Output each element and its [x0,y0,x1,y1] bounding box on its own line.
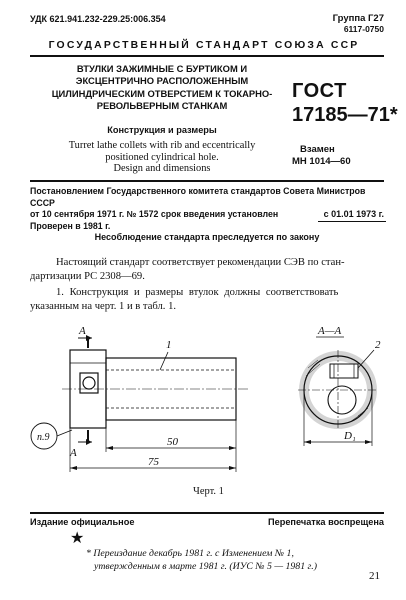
gost-label: ГОСТ [292,80,347,102]
decree-line: Постановлением Государственного комитета стандартов Совета Министров СССР [30,186,366,208]
group-label: Группа Г27 [332,13,384,24]
decree-line: от 10 сентября 1971 г. № 1572 срок введения установлен [30,209,279,219]
dimension-d1-label: D₁ [344,430,356,442]
section-view [298,350,378,430]
title-en-line: positioned cylindrical hole. [105,151,219,163]
title-rule [30,180,384,182]
gost-number: 17185—71* [292,104,398,126]
classification-code: 6117-0750 [343,24,384,34]
standard-heading: ГОСУДАРСТВЕННЫЙ СТАНДАРТ СОЮЗА ССР [48,40,360,51]
section-mark-bottom [78,430,92,445]
official-edition: Издание официальное [30,517,135,527]
date-underline [318,221,386,222]
decree-checked: Проверен в 1981 г. [30,220,111,231]
title-ru-line: ВТУЛКИ ЗАЖИМНЫЕ С БУРТИКОМ И [76,63,248,74]
callout-1: 1 [166,339,172,351]
paragraph-line: 1. Конструкция и размеры втулок должны соответствовать [56,287,339,298]
replaces-value: МН 1014—60 [292,156,351,167]
udk-code: УДК 621.941.232-229.25:006.354 [30,14,166,24]
section-mark-top-label: А [79,325,86,337]
reprint-prohibited: Перепечатка воспрещена [268,517,384,527]
reissue-note-line: утвержденным в марте 1981 г. (ИУС № 5 — 1981 г.) [94,560,317,572]
title-en-line: Turret lathe collets with rib and eccentrically [68,140,256,151]
title-ru [42,63,282,112]
drawing-caption: Черт. 1 [193,486,224,497]
star-mark: ★ [70,530,85,547]
page-number: 21 [369,570,380,582]
title-ru-line: ЦИЛИНДРИЧЕСКИМ ОТВЕРСТИЕМ К ТОКАРНО- [51,87,273,99]
paragraph-1 [30,256,390,283]
technical-drawing [0,318,406,500]
finish-note-label: п.9 [37,432,50,443]
collet-side-view [62,350,250,428]
title-ru-line: ЭКСЦЕНТРИЧНО РАСПОЛОЖЕННЫМ [75,75,249,87]
paragraph-2 [30,286,390,313]
header-rule [30,55,384,57]
title-ru-line: РЕВОЛЬВЕРНЫМ СТАНКАМ [96,99,228,111]
title-en-line: Design and dimensions [113,163,211,175]
callout-2: 2 [375,339,381,351]
dimension-50-label: 50 [167,436,178,448]
paragraph-line: указанным на черт. 1 и в табл. 1. [30,300,177,312]
paragraph-line: Настоящий стандарт соответствует рекомендации СЭВ по стан- [56,257,345,268]
section-view-label: А—А [318,325,342,337]
legal-warning: Несоблюдение стандарта преследуется по закону [94,232,320,242]
title-ru-subtitle: Конструкция и размеры [107,125,217,135]
replaces-label: Взамен [300,144,335,155]
dimension-75-label: 75 [148,456,159,468]
reissue-note [86,548,317,573]
reissue-note-line: * Переиздание декабрь 1981 г. с Изменением № 1, [86,548,294,559]
footer-rule [30,512,384,514]
title-en [42,140,282,175]
effective-date: с 01.01 1973 г. [323,209,384,219]
section-mark-bottom-label: А [70,447,77,459]
callout-1-leader [160,352,168,370]
paragraph-line: дартизации РС 2308—69. [30,270,145,282]
